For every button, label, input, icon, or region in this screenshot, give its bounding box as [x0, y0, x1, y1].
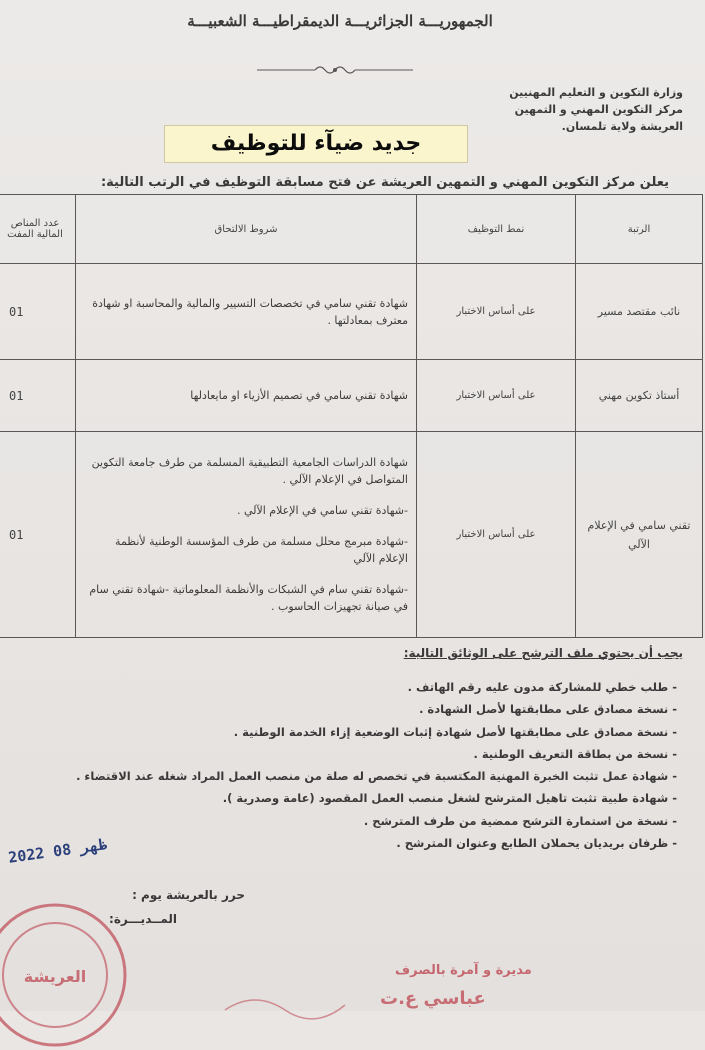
announcement-banner: جديد ضيآء للتوظيف	[164, 125, 468, 163]
republic-title: الجمهوريـــة الجزائريـــة الديمقراطيـــة الشعبيـــة	[187, 12, 493, 30]
ministry-line: وزارة التكوين و التعليم المهنيين	[509, 86, 683, 99]
header-ornament	[255, 60, 415, 80]
seal-text: العريشة	[23, 967, 87, 986]
list-item: - نسخة من استمارة الترشح ممضية من طرف المترشح .	[57, 810, 677, 832]
list-item: - نسخة من بطاقة التعريف الوطنية .	[57, 743, 677, 765]
header-count-line: المالية المفت	[7, 229, 63, 240]
row-mode: على أساس الاختبار	[417, 432, 576, 638]
header-mode: نمط التوظيف	[417, 195, 576, 264]
ministry-line: العريشة ولاية تلمسان.	[561, 120, 683, 133]
row-conditions	[76, 432, 417, 638]
header-count-line: عدد المناص	[10, 218, 60, 229]
signature-name: عباسي ع.ت	[380, 988, 486, 1009]
row-mode: على أساس الاختبار	[417, 360, 576, 432]
ministry-block	[443, 84, 683, 135]
condition-line: شهادة تقني سامي في تخصصات التسيير والمالية والمحاسبة او شهادة معترف بمعادلتها .	[92, 296, 408, 327]
row-conditions	[76, 264, 417, 360]
ministry-line: مركز التكوين المهني و التمهين	[514, 103, 683, 116]
drafted-at: حرر بالعريشة يوم :	[132, 888, 245, 902]
list-item: - ظرفان بريديان يحملان الطابع وعنوان المترشح .	[57, 832, 677, 854]
row-rank: أستاذ تكوين مهني	[576, 360, 703, 432]
row-conditions	[76, 360, 417, 432]
condition-line: -شهادة تقني سام في الشبكات والأنظمة المعلوماتية -شهادة تقني سام في صيانة تجهيزات الحاسوب .	[89, 583, 408, 613]
condition-line: -شهادة تقني سامي في الإعلام الآلي .	[236, 504, 408, 517]
row-rank: تقني سامي في الإعلام الآلي	[576, 432, 703, 638]
table-row	[0, 360, 703, 432]
header-count	[0, 195, 76, 264]
director-title: المــديـــرة:	[109, 912, 177, 926]
positions-table	[0, 194, 703, 638]
date-stamp: 2022 ﻇﻬﺮ 08	[7, 835, 109, 867]
documents-list	[57, 676, 677, 854]
row-count: 01	[0, 432, 76, 638]
condition-line: شهادة الدراسات الجامعية التطبيقية المسلمة من طرف جامعة التكوين المتواصل في الإعلام الآلي .	[91, 456, 408, 486]
condition-line: شهادة تقني سامي في تصميم الأزياء او مايعادلها	[190, 389, 408, 402]
condition-line: -شهادة مبرمج محلل مسلمة من طرف المؤسسة الوطنية لأنظمة الإعلام الآلي	[115, 535, 408, 565]
row-mode: على أساس الاختبار	[417, 264, 576, 360]
list-item: - نسخة مصادق على مطابقتها لأصل شهادة إثبات الوضعية إزاء الخدمة الوطنية .	[57, 721, 677, 743]
table-row	[0, 432, 703, 638]
row-count: 01	[0, 360, 76, 432]
list-item: - شهادة عمل تثبت الخبرة المهنية المكتسبة في تخصص له صلة من منصب العمل المراد شغله عند الاقتضاء .	[57, 765, 677, 787]
header-conditions: شروط الالتحاق	[76, 195, 417, 264]
table-header-row	[0, 195, 703, 264]
header-rank: الرتبة	[576, 195, 703, 264]
list-item: - طلب خطي للمشاركة مدون عليه رقم الهاتف .	[57, 676, 677, 698]
list-item: - شهادة طبية تثبت تاهيل المترشح لشغل منصب العمل المقصود (عامة وصدرية ).	[57, 787, 677, 809]
official-seal-icon	[0, 900, 130, 1050]
intro-text: يعلن مركز التكوين المهني و التمهين العريشة عن فتح مسابقة التوظيف في الرتب التالية:	[100, 175, 669, 190]
signature-title: مديرة و آمرة بالصرف	[395, 963, 532, 978]
documents-title: يجب أن يحتوي ملف الترشح على الوثائق التالية:	[403, 646, 683, 660]
table-row	[0, 264, 703, 360]
row-count: 01	[0, 264, 76, 360]
signature-icon	[205, 950, 532, 1020]
row-rank: نائب مقتصد مسير	[576, 264, 703, 360]
list-item: - نسخة مصادق على مطابقتها لأصل الشهادة .	[57, 698, 677, 720]
